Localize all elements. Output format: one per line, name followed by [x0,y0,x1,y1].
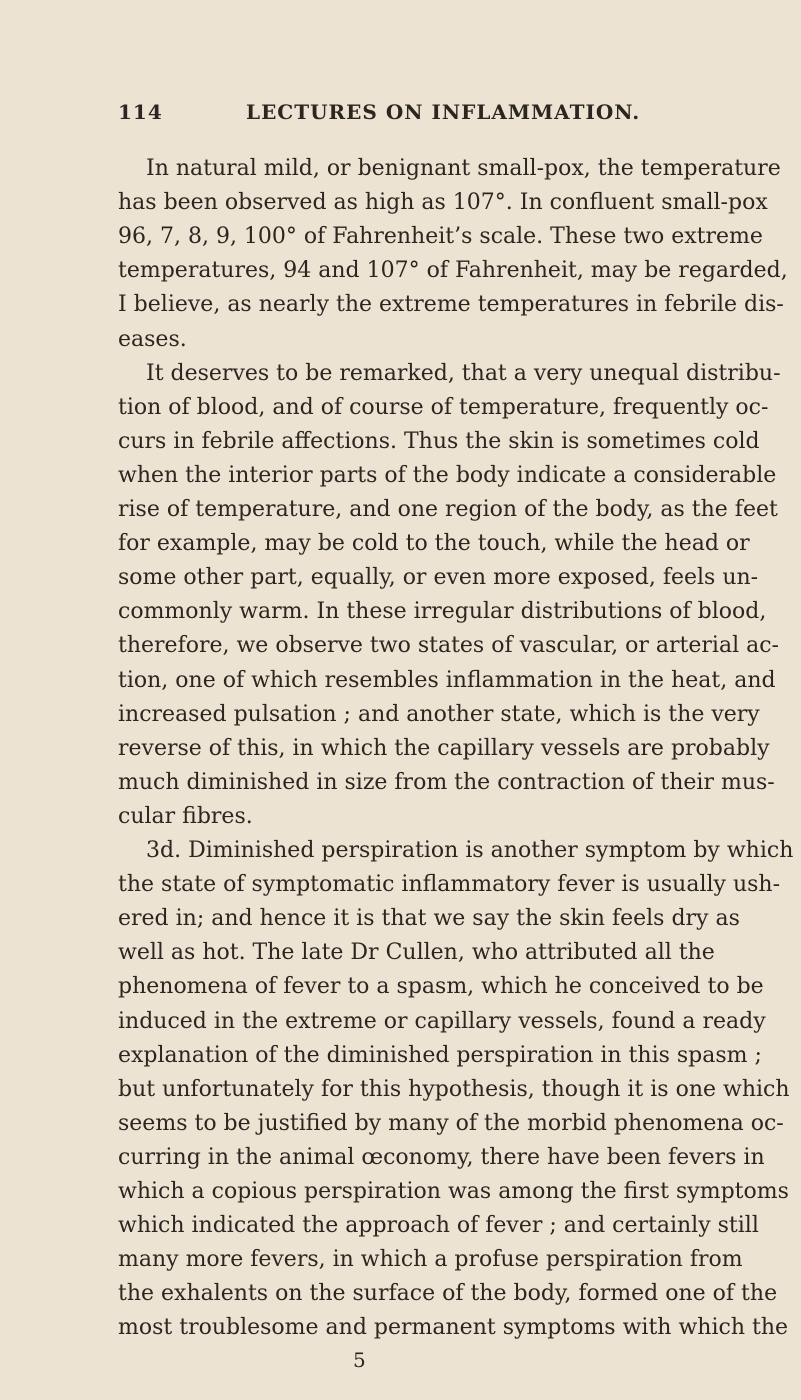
text-line: well as hot. The late Dr Cullen, who attributed all the [118,940,715,966]
text-line: tion, one of which resembles inflammation in the heat, and [118,667,776,693]
text-line: tion of blood, and of course of temperature, frequently oc- [118,394,769,420]
text-line: increased pulsation ; and another state, which is the very [118,701,760,727]
text-line: explanation of the diminished perspiration in this spasm ; [118,1042,762,1068]
text-line: the state of symptomatic inflammatory fever is usually ush- [118,872,781,898]
text-line: most troublesome and permanent symptoms with which the [118,1315,789,1341]
text-line: temperatures, 94 and 107° of Fahrenheit, may be regarded, [118,258,788,284]
text-line: which a copious perspiration was among the first symptoms [118,1179,789,1204]
text-line: In natural mild, or benignant small-pox, the temperature [146,156,781,181]
text-line: commonly warm. In these irregular distributions of blood, [118,599,767,625]
text-line: but unfortunately for this hypothesis, though it is one which [118,1076,790,1102]
text-line: eases. [118,326,187,352]
text-line: curring in the animal œconomy, there have been fevers in [118,1144,765,1170]
text-line: curs in febrile affections. Thus the skin is sometimes cold [118,428,760,454]
signature-mark: 5 [353,1347,366,1372]
running-title: LECTURES ON INFLAMMATION. [246,100,641,124]
text-line: when the interior parts of the body indicate a considerable [118,462,777,488]
text-line: much diminished in size from the contraction of their mus- [118,769,775,795]
text-line: therefore, we observe two states of vascular, or arterial ac- [118,633,779,659]
page-header [118,100,738,140]
text-line: 96, 7, 8, 9, 100° of Fahrenheit’s scale. These two extreme [118,224,763,250]
text-line: rise of temperature, and one region of the body, as the feet [118,497,778,522]
text-line: reverse of this, in which the capillary vessels are probably [118,735,770,761]
text-line: ered in; and hence it is that we say the skin feels dry as [118,906,740,932]
text-line: many more fevers, in which a profuse perspiration from [118,1247,743,1273]
text-line: It deserves to be remarked, that a very unequal distribu- [146,360,781,386]
text-line: which indicated the approach of fever ; and certainly still [118,1213,759,1239]
text-line: induced in the extreme or capillary vessels, found a ready [118,1008,766,1034]
text-line: has been observed as high as 107°. In confluent small-pox [118,190,768,216]
text-line: for example, may be cold to the touch, while the head or [118,531,750,557]
text-line: phenomena of fever to a spasm, which he conceived to be [118,974,764,1000]
text-line: 3d. Diminished perspiration is another symptom by which [146,838,794,863]
text-line: the exhalents on the surface of the body, formed one of the [118,1281,778,1307]
text-line: some other part, equally, or even more exposed, feels un- [118,565,759,591]
page-number: 114 [118,100,163,124]
text-line: I believe, as nearly the extreme temperatures in febrile dis- [118,292,784,318]
text-line: cular fibres. [118,803,253,829]
text-line: seems to be justified by many of the morbid phenomena oc- [118,1110,784,1136]
